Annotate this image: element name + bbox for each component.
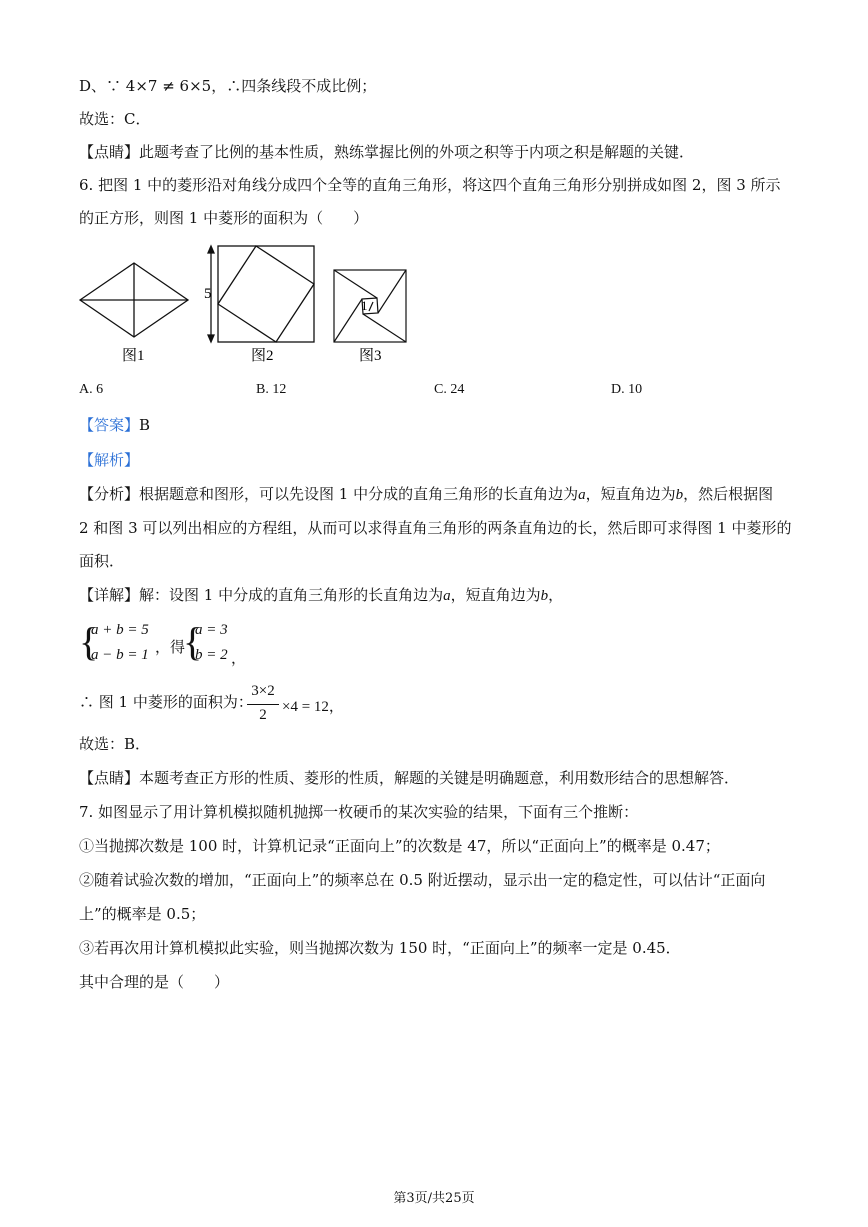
option-d: D. 10 bbox=[611, 382, 643, 397]
answer-value: B bbox=[139, 416, 151, 434]
choose-b-text: 故选：B． bbox=[79, 735, 151, 753]
equation-1: a + b = 5 bbox=[91, 622, 149, 638]
fraction-bar bbox=[247, 704, 279, 705]
question-7-line bbox=[79, 802, 638, 822]
area-prefix: ∴ 图 1 中菱形的面积为： bbox=[79, 693, 253, 711]
fraction-numerator: 3×2 bbox=[251, 683, 275, 699]
xiangjie-label: 【详解】 bbox=[79, 586, 140, 604]
question-6-line-1 bbox=[79, 175, 781, 195]
choose-c-text: 故选：C． bbox=[79, 110, 151, 128]
var-a: a bbox=[578, 487, 586, 503]
answer-line bbox=[79, 415, 150, 435]
d-option-line bbox=[79, 76, 376, 96]
choose-b-line bbox=[79, 734, 150, 754]
fenxi-text-1b: ，短直角边为 bbox=[585, 485, 676, 503]
var-b: b bbox=[675, 487, 684, 503]
option-b: B. 12 bbox=[256, 382, 287, 397]
xiangjie-text-b: ，短直角边为 bbox=[450, 586, 541, 604]
solution-b: b = 2 bbox=[195, 647, 228, 663]
fenxi-label: 【分析】 bbox=[79, 485, 140, 503]
question-6-text-1: 6. 把图 1 中的菱形沿对角线分成四个全等的直角三角形，将这四个直角三角形分别拼成如图 2，图 3 所示 bbox=[79, 176, 781, 194]
fenxi-text-2: 2 和图 3 可以列出相应的方程组，从而可以求得直角三角形的两条直角边的长，然后即可求得图 1 中菱形的 bbox=[79, 519, 792, 537]
figure-3-side-label: 1 bbox=[361, 298, 368, 313]
fenxi-text-1a: 根据题意和图形，可以先设图 1 中分成的直角三角形的长直角边为 bbox=[139, 485, 579, 503]
page-footer: 第3页/共25页 bbox=[393, 1191, 475, 1206]
fenxi-line-1 bbox=[79, 484, 773, 505]
solution-a: a = 3 bbox=[195, 622, 228, 638]
fenxi-text-3: 面积． bbox=[79, 552, 125, 570]
figure-2-square bbox=[208, 246, 314, 342]
area-line bbox=[79, 692, 253, 712]
comment-1-line bbox=[79, 142, 694, 162]
fraction-tail: ×4 = 12， bbox=[282, 699, 344, 715]
q7-ask-line bbox=[79, 972, 229, 992]
question-6-text-2: 的正方形，则图 1 中菱形的面积为（ ） bbox=[79, 209, 369, 227]
comment-text: 此题考查了比例的基本性质，熟练掌握比例的外项之积等于内项之积是解题的关键． bbox=[139, 143, 695, 161]
analysis-line bbox=[79, 450, 139, 470]
d-option-text: D、∵ 4×7 ≠ 6×5，∴四条线段不成比例； bbox=[79, 77, 377, 95]
question-6-figures bbox=[76, 240, 416, 370]
equation-2: a − b = 1 bbox=[91, 647, 149, 663]
choose-c-line bbox=[79, 109, 150, 129]
q7-item-2a: ②随着试验次数的增加，“正面向上”的频率总在 0.5 附近摆动，显示出一定的稳定性，可以估计“正面向 bbox=[79, 871, 766, 889]
figure-3-square bbox=[334, 270, 406, 342]
equation-system bbox=[79, 620, 259, 670]
option-a: A. 6 bbox=[79, 382, 104, 397]
comment-label-2: 【点睛】 bbox=[79, 769, 140, 787]
figure-2-side-label: 5 bbox=[204, 286, 212, 302]
system-end: ， bbox=[231, 651, 247, 667]
yields-text: ，得 bbox=[155, 638, 186, 656]
var-a-2: a bbox=[443, 588, 451, 604]
option-c: C. 24 bbox=[434, 382, 465, 397]
figure-1-rhombus bbox=[80, 263, 188, 337]
q7-item-3: ③若再次用计算机模拟此实验，则当抛掷次数为 150 时，“正面向上”的频率一定是 0.45． bbox=[79, 939, 681, 957]
comment-label: 【点睛】 bbox=[79, 143, 140, 161]
figure-1-label: 图1 bbox=[122, 348, 145, 364]
question-7-text: 7. 如图显示了用计算机模拟随机抛掷一枚硬币的某次实验的结果，下面有三个推断： bbox=[79, 803, 639, 821]
q7-item-2b: 上”的概率是 0.5； bbox=[79, 905, 206, 923]
fenxi-text-1c: ，然后根据图 bbox=[683, 485, 774, 503]
right-brace: { bbox=[183, 619, 203, 664]
xiangjie-line bbox=[79, 585, 563, 606]
analysis-label: 【解析】 bbox=[79, 451, 140, 469]
left-brace: { bbox=[79, 619, 99, 664]
answer-label: 【答案】 bbox=[79, 416, 140, 434]
q7-item-3-line bbox=[79, 938, 681, 958]
question-6-line-2 bbox=[79, 208, 368, 228]
var-b-2: b bbox=[540, 588, 549, 604]
fenxi-line-3 bbox=[79, 551, 124, 571]
comment-2-line bbox=[79, 768, 739, 788]
q7-item-2-line-a bbox=[79, 870, 765, 890]
q7-item-1-line bbox=[79, 836, 720, 856]
q7-item-1: ①当抛掷次数是 100 时，计算机记录“正面向上”的次数是 47，所以“正面向上”的概率是 0.47； bbox=[79, 837, 720, 855]
figure-2-label: 图2 bbox=[251, 348, 274, 364]
figure-3-label: 图3 bbox=[359, 348, 382, 364]
comment-text-2: 本题考查正方形的性质、菱形的性质，解题的关键是明确题意，利用数形结合的思想解答． bbox=[139, 769, 740, 787]
xiangjie-text-a: 解：设图 1 中分成的直角三角形的长直角边为 bbox=[139, 586, 444, 604]
xiangjie-text-c: ， bbox=[548, 586, 564, 604]
fenxi-line-2 bbox=[79, 518, 791, 538]
q7-ask: 其中合理的是（ ） bbox=[79, 973, 230, 991]
fraction-denominator: 2 bbox=[259, 707, 267, 723]
q7-item-2-line-b bbox=[79, 904, 205, 924]
